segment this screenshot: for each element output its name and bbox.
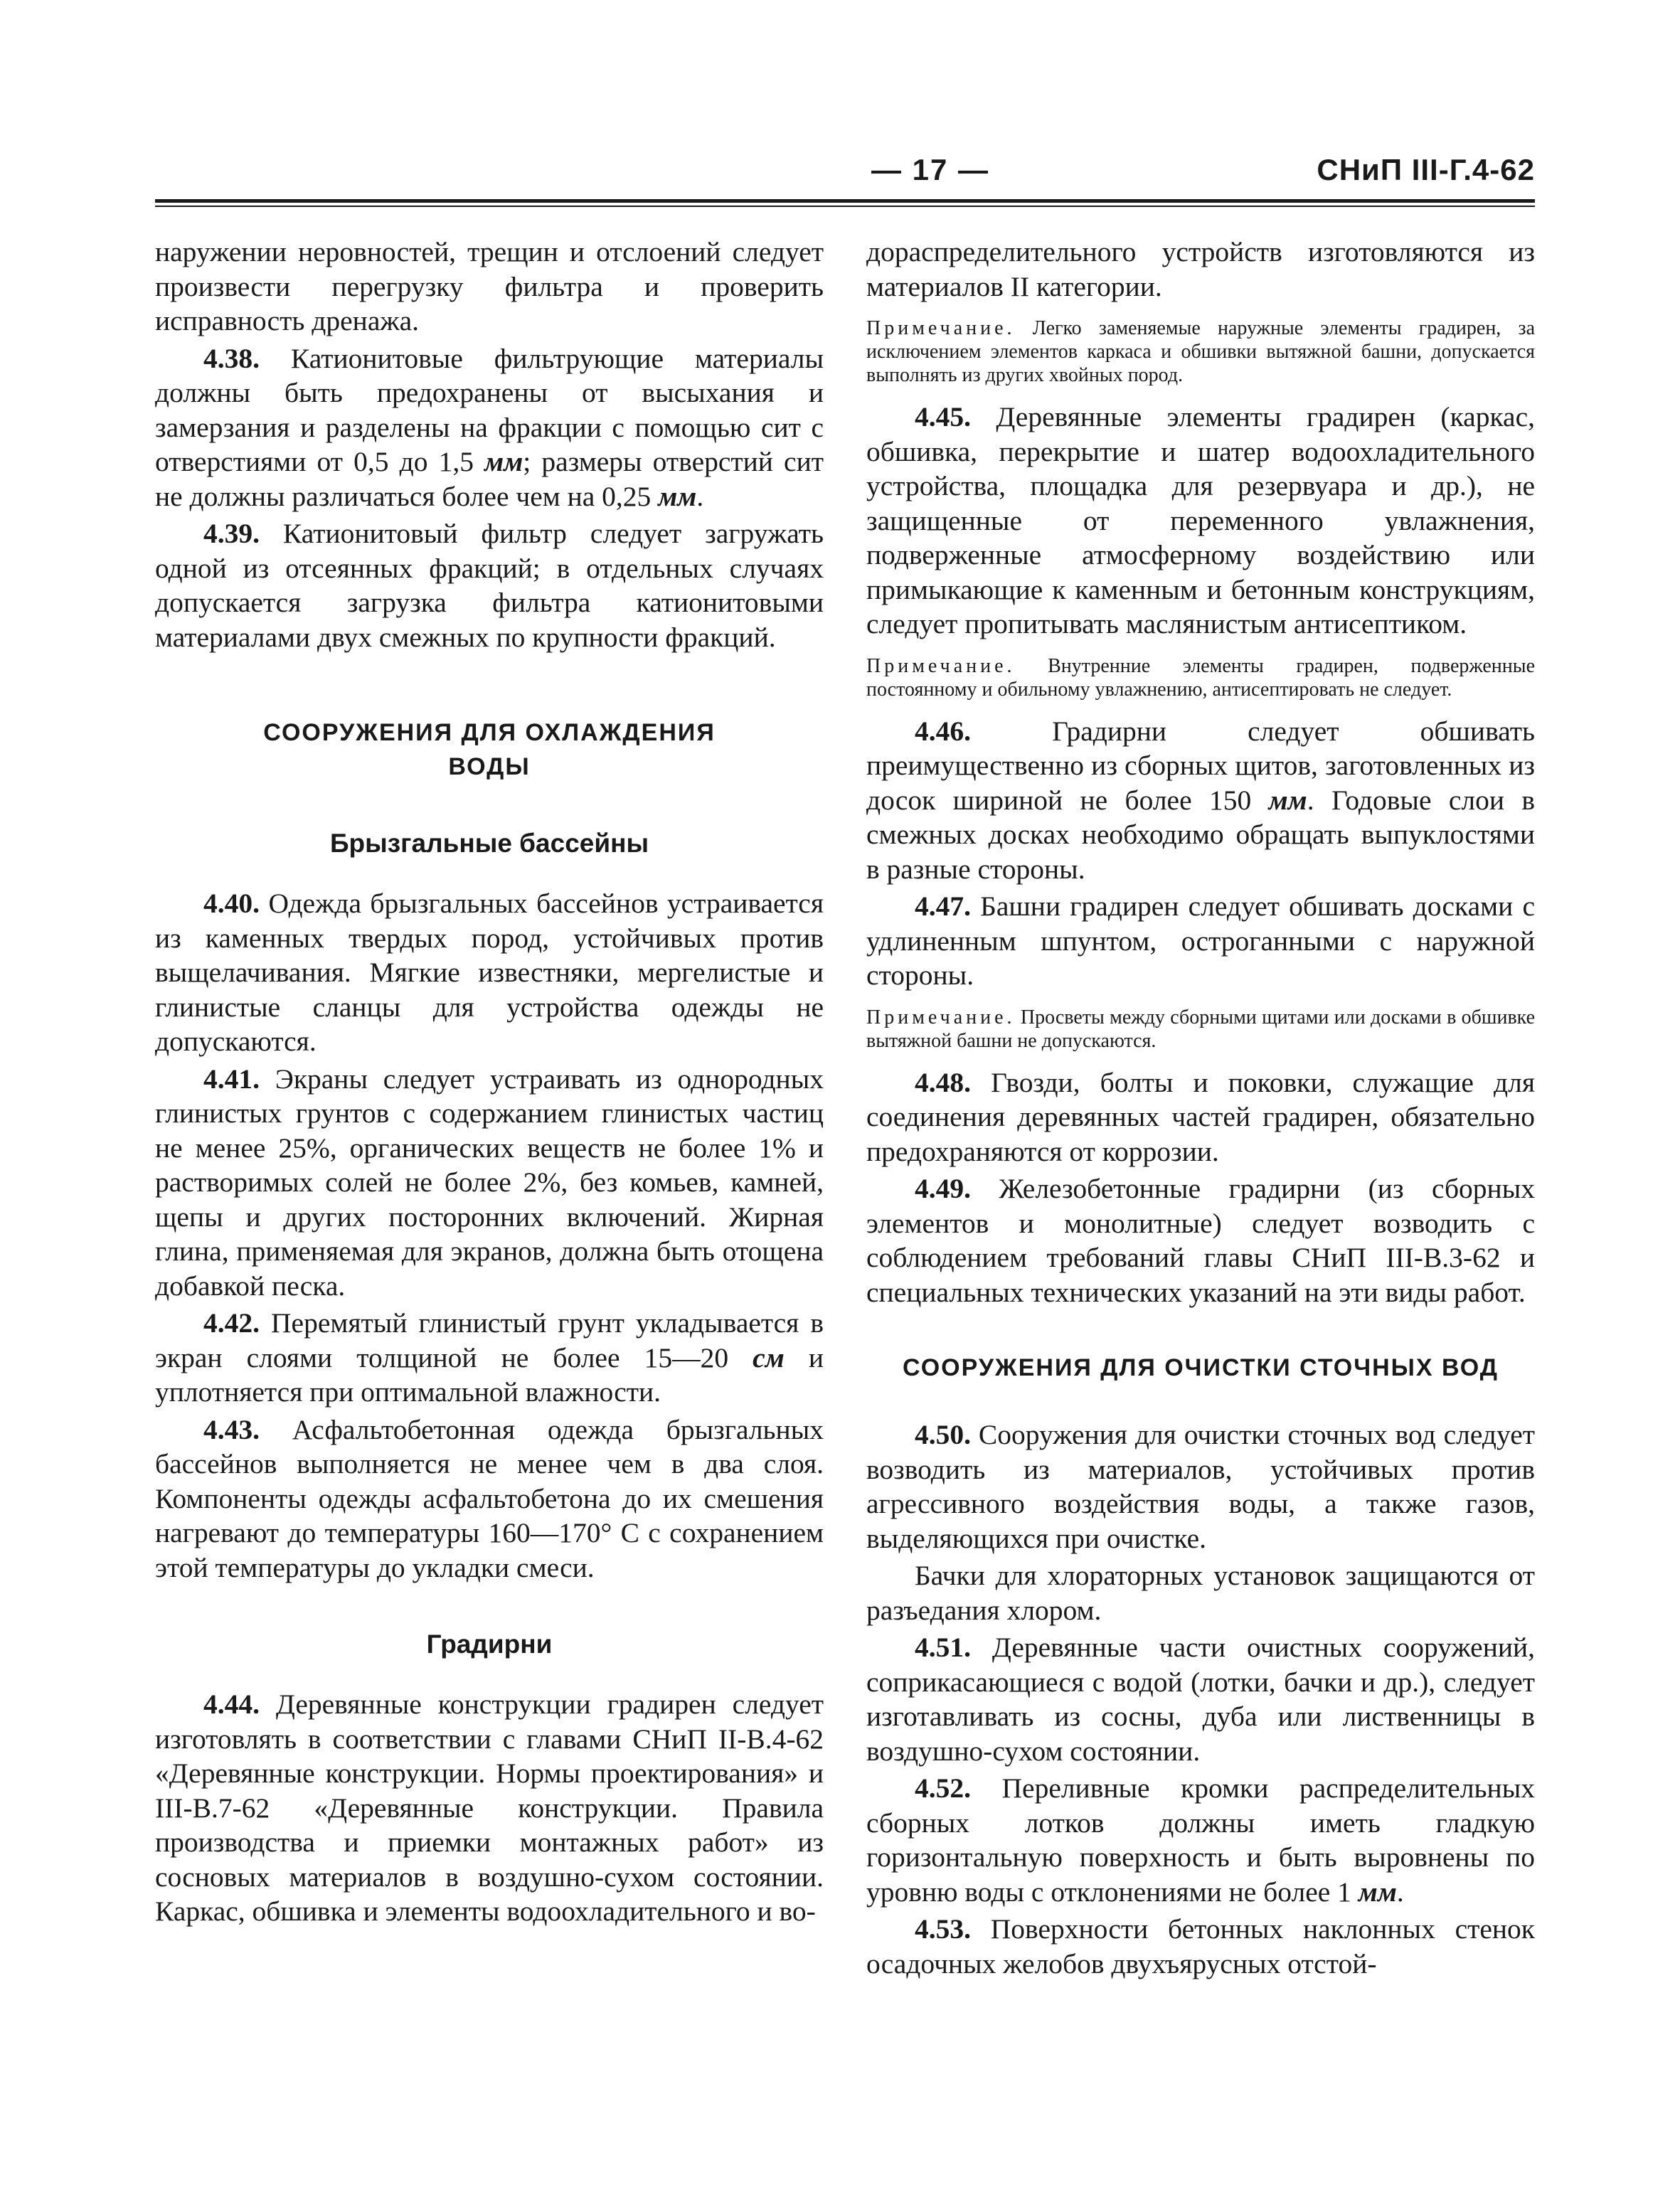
paragraph-4-49: 4.49. Железобетонные градирни (из сборных элементов и монолитные) следует возводить с соблюдением требований главы СНиП III-В.3-62 и специальных технических указаний на эти виды работ. bbox=[866, 1173, 1535, 1308]
paragraph-4-41: 4.41. Экраны следует устраивать из однородных глинистых грунтов с содержанием глинистых частиц не менее 25%, органических веществ не более 1% и растворимых солей не более 2%, без комьев, камней, щепы и других посторонних включений. Жирная глина, применяемая для экранов, должна быть отощена добавкой песка. bbox=[155, 1063, 824, 1302]
document-code: СНиП III-Г.4-62 bbox=[1317, 153, 1535, 186]
clause-number: 4.49. bbox=[915, 1173, 971, 1204]
paragraph-continuation: дораспределительного устройств изготовляются из материалов II категории. bbox=[866, 236, 1535, 302]
note-label: Примечание. bbox=[866, 317, 1016, 339]
paragraph-4-43: 4.43. Асфальтобетонная одежда брызгальных бассейнов выполняется не менее чем в два слоя. Компоненты одежды асфальтобетона до их смешения нагревают до температуры 160—170° С с сохранением этой температуры до укладки смеси. bbox=[155, 1413, 824, 1583]
paragraph-4-38: 4.38. Катионитовые фильтрующие материалы должны быть предохранены от высыхания и замерзания и разделены на фракции с помощью сит с отверстиями от 0,5 до 1,5 мм; размеры отверстий сит не должны различаться более чем на 0,25 мм. bbox=[155, 342, 824, 512]
clause-number: 4.44. bbox=[203, 1689, 260, 1720]
note-label: Примечание. bbox=[866, 1006, 1016, 1028]
paragraph-4-50-extra: Бачки для хлораторных установок защищаются от разъедания хлором. bbox=[866, 1560, 1535, 1626]
paragraph-4-39: 4.39. Катионитовый фильтр следует загружать одной из отсеянных фракций; в отдельных случаях допускается загрузка фильтра катионитовыми материалами двух смежных по крупности фракций. bbox=[155, 518, 824, 653]
paragraph-4-42: 4.42. Перемятый глинистый грунт укладывается в экран слоями толщиной не более 15—20 см и уплотняется при оптимальной влажности. bbox=[155, 1307, 824, 1408]
note-2: Примечание. Внутренние элементы градирен, подверженные постоянному и обильному увлажнению, антисептировать не следует. bbox=[866, 654, 1535, 701]
paragraph-4-50: 4.50. Сооружения для очистки сточных вод следует возводить из материалов, устойчивых против агрессивного воздействия воды, а также газов, выделяющихся при очистке. bbox=[866, 1419, 1535, 1554]
clause-number: 4.39. bbox=[203, 518, 260, 549]
clause-number: 4.45. bbox=[915, 401, 971, 432]
clause-number: 4.50. bbox=[915, 1419, 971, 1450]
paragraph-4-52: 4.52. Переливные кромки распределительных сборных лотков должны иметь гладкую горизонтальную поверхность и быть выровнены по уровню воды с отклонениями не более 1 мм. bbox=[866, 1772, 1535, 1908]
note-1: Примечание. Легко заменяемые наружные элементы градирен, за исключением элементов каркаса и обшивки вытяжной башни, допускается выполнять из других хвойных пород. bbox=[866, 317, 1535, 386]
clause-number: 4.51. bbox=[915, 1632, 971, 1663]
paragraph-4-40: 4.40. Одежда брызгальных бассейнов устраивается из каменных твердых пород, устойчивых против выщелачивания. Мягкие известняки, мергелистые и глинистые сланцы для устройства одежды не допускаются. bbox=[155, 888, 824, 1057]
right-column bbox=[866, 235, 1535, 1984]
paragraph-continuation: наружении неровностей, трещин и отслоений следует произвести перегрузку фильтра и проверить исправность дренажа. bbox=[155, 236, 824, 336]
clause-number: 4.53. bbox=[915, 1913, 971, 1945]
paragraph-4-48: 4.48. Гвозди, болты и поковки, служащие для соединения деревянных частей градирен, обязательно предохраняются от коррозии. bbox=[866, 1066, 1535, 1167]
paragraph-4-44: 4.44. Деревянные конструкции градирен следует изготовлять в соответствии с главами СНиП II-В.4-62 «Деревянные конструкции. Нормы проектирования» и III-В.7-62 «Деревянные конструкции. Правила производства и приемки монтажных работ» из сосновых материалов в воздушно-сухом состоянии. Каркас, обшивка и элементы водоохладительного и во- bbox=[155, 1689, 824, 1927]
subheading-spray-basins: Брызгальные бассейны bbox=[329, 829, 649, 858]
clause-number: 4.48. bbox=[915, 1066, 971, 1098]
clause-number: 4.47. bbox=[915, 891, 971, 922]
clause-number: 4.41. bbox=[203, 1063, 260, 1095]
clause-number: 4.40. bbox=[203, 888, 260, 919]
header-rule-thin bbox=[155, 206, 1535, 207]
paragraph-4-51: 4.51. Деревянные части очистных сооружений, соприкасающиеся с водой (лотки, бачки и др.), следует изготавливать из сосны, дуба или лиственницы в воздушно-сухом состоянии. bbox=[866, 1632, 1535, 1767]
page-number: — 17 — bbox=[871, 153, 990, 186]
page-header bbox=[155, 153, 1535, 194]
left-column bbox=[155, 235, 824, 1932]
section-heading-cooling: СООРУЖЕНИЯ ДЛЯ ОХЛАЖДЕНИЯ ВОДЫ bbox=[263, 719, 716, 780]
paragraph-4-46: 4.46. Градирни следует обшивать преимущественно из сборных щитов, заготовленных из досок шириной не более 150 мм. Годовые слои в смежных досках необходимо обращать выпуклостями в разные стороны. bbox=[866, 715, 1535, 885]
clause-number: 4.52. bbox=[915, 1772, 971, 1804]
clause-number: 4.46. bbox=[915, 715, 971, 747]
note-label: Примечание. bbox=[866, 654, 1016, 677]
subheading-cooling-towers: Градирни bbox=[426, 1630, 553, 1659]
paragraph-4-47: 4.47. Башни градирен следует обшивать досками с удлиненным шпунтом, остроганными с наружной стороны. bbox=[866, 891, 1535, 991]
clause-number: 4.43. bbox=[203, 1413, 260, 1445]
section-heading-wastewater: СООРУЖЕНИЯ ДЛЯ ОЧИСТКИ СТОЧНЫХ ВОД bbox=[903, 1354, 1499, 1381]
paragraph-4-45: 4.45. Деревянные элементы градирен (каркас, обшивка, перекрытие и шатер водоохладительного устройства, площадка для резервуара и др.), не защищенные от переменного увлажнения, подверженные атмосферному воздействию или примыкающие к каменным и бетонным конструкциям, следует пропитывать маслянистым антисептиком. bbox=[866, 401, 1535, 639]
paragraph-4-53: 4.53. Поверхности бетонных наклонных стенок осадочных желобов двухъярусных отстой- bbox=[866, 1913, 1535, 1979]
clause-number: 4.38. bbox=[203, 342, 260, 374]
note-3: Примечание. Просветы между сборными щитами или досками в обшивке вытяжной башни не допускаются. bbox=[866, 1006, 1535, 1052]
header-rule-thick bbox=[155, 199, 1535, 203]
clause-number: 4.42. bbox=[203, 1307, 260, 1339]
